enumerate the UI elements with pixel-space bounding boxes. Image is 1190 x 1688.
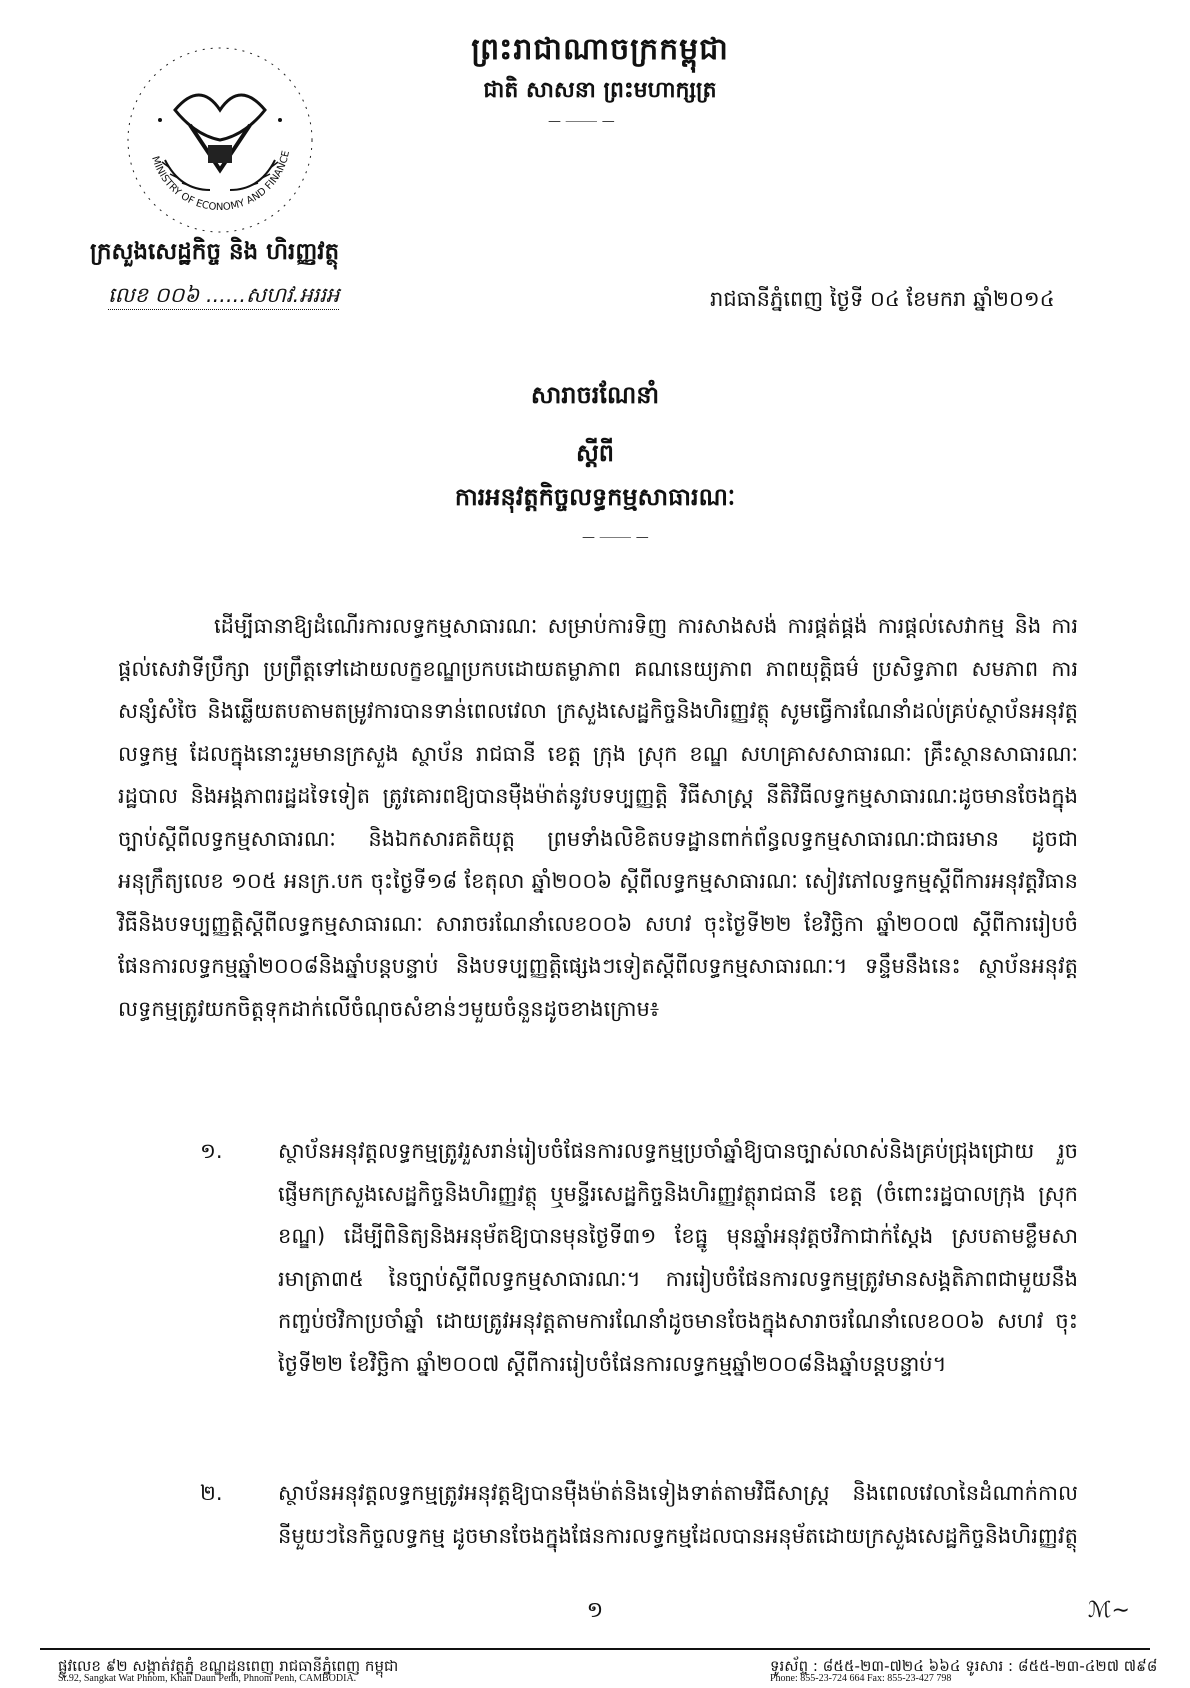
footer-address-khmer: ផ្លូវលេខ ៩២ សង្កាត់វត្តភ្នំ ខណ្ឌដូនពេញ រាជធានីភ្នំពេញ កម្ពុជា [58,1657,399,1675]
header-ornament: — ⸻ — [548,114,615,129]
document-subject: ការអនុវត្តកិច្ចលទ្ធកម្មសាធារណៈ [454,483,736,511]
list-item-number: ២. [200,1481,223,1505]
letter-number [108,282,339,313]
place-and-date: រាជធានីភ្នំពេញ ថ្ងៃទី ០៤ ខែមករា ឆ្នាំ២០១៤ [710,287,1055,311]
page-number: ១ [586,1598,604,1623]
kingdom-heading: ព្រះរាជាណាចក្រកម្ពុជា [471,32,729,67]
footer-divider [40,1648,1150,1650]
intro-paragraph: ដើម្បីធានាឱ្យដំណើរការលទ្ធកម្មសាធារណៈ សម្រាប់ការទិញ ការសាងសង់ ការផ្គត់ផ្គង់ ការផ្តល់សេវាកម្ម និង ការផ្តល់សេវាទីប្រឹក្សា ប្រព្រឹត្តទៅដោយលក្ខខណ្ឌប្រកបដោយតម្លាភាព គណនេយ្យភាព ភាពយុត្តិធម៌ ប្រសិទ្ធភាព សមភាព ការសន្សំសំចៃ និងឆ្លើយតបតាមតម្រូវការបានទាន់ពេលវេលា ក្រសួងសេដ្ឋកិច្ចនិងហិរញ្ញវត្ថុ សូមធ្វើការណែនាំដល់គ្រប់ស្ថាប័នអនុវត្តលទ្ធកម្ម ដែលក្នុងនោះរួមមានក្រសួង ស្ថាប័ន រាជធានី ខេត្ត ក្រុង ស្រុក ខណ្ឌ សហគ្រាសសាធារណៈ គ្រឹះស្ថានសាធារណៈរដ្ឋបាល និងអង្គភាពរដ្ឋដទៃទៀត ត្រូវគោរពឱ្យបានម៉ឺងម៉ាត់នូវបទប្បញ្ញត្តិ វិធីសាស្ត្រ នីតិវិធីលទ្ធកម្មសាធារណៈដូចមានចែងក្នុងច្បាប់ស្តីពីលទ្ធកម្មសាធារណៈ និងឯកសារគតិយុត្ត ព្រមទាំងលិខិតបទដ្ឋានពាក់ព័ន្ធលទ្ធកម្មសាធារណៈជាធរមាន ដូចជាអនុក្រឹត្យលេខ ១០៥ អនក្រ.បក ចុះថ្ងៃទី១៨ ខែតុលា ឆ្នាំ២០០៦ ស្តីពីលទ្ធកម្មសាធារណៈ សៀវភៅលទ្ធកម្មស្តីពីការអនុវត្តវិធានវិធីនិងបទប្បញ្ញត្តិស្តីពីលទ្ធកម្មសាធារណៈ សារាចរណែនាំលេខ០០៦ សហវ ចុះថ្ងៃទី២២ ខែវិច្ឆិកា ឆ្នាំ២០០៧ ស្តីពីការរៀបចំផែនការលទ្ធកម្មឆ្នាំ២០០៨និងឆ្នាំបន្តបន្ទាប់ និងបទប្បញ្ញត្តិផ្សេងៗទៀតស្តីពីលទ្ធកម្មសាធារណៈ។ ទន្ទឹមនឹងនេះ ស្ថាប័នអនុវត្តលទ្ធកម្មត្រូវយកចិត្តទុកដាក់លើចំណុចសំខាន់ៗមួយចំនួនដូចខាងក្រោម៖ [118,614,1078,1021]
ministry-name: ក្រសួងសេដ្ឋកិច្ច និង ហិរញ្ញវត្ថុ [90,239,340,265]
list-item-number: ១. [200,1139,223,1163]
document-title-about: ស្តីពី [575,439,615,467]
list-item [118,1472,1078,1562]
national-motto: ជាតិ សាសនា ព្រះមហាក្សត្រ [483,78,717,103]
seal-arc-text: MINISTRY OF ECONOMY AND FINANCE [149,149,293,214]
signature-initials: ℳ∼ [1088,1598,1130,1623]
list-item [118,1130,1078,1470]
document-title: សារាចរណែនាំ [530,381,660,409]
list-item-text: ស្ថាប័នអនុវត្តលទ្ធកម្មត្រូវអនុវត្តឱ្យបានម៉ឺងម៉ាត់និងទៀងទាត់តាមវិធីសាស្ត្រ និងពេលវេលានៃដំណាក់កាលនីមួយៗនៃកិច្ចលទ្ធកម្ម ដូចមានចែងក្នុងផែនការលទ្ធកម្មដែលបានអនុម័តដោយក្រសួងសេដ្ឋកិច្ចនិងហិរញ្ញវត្ថុ [278,1481,1078,1548]
letter-number-text: លេខ ០០៦ ......សហវ.អររអ [108,283,339,310]
title-ornament: — ⸻ — [582,530,649,545]
ministry-seal-logo [120,40,320,240]
list-item-text: ស្ថាប័នអនុវត្តលទ្ធកម្មត្រូវរួសរាន់រៀបចំផែនការលទ្ធកម្មប្រចាំឆ្នាំឱ្យបានច្បាស់លាស់និងគ្រប់ជ្រុងជ្រោយ រួចផ្ញើមកក្រសួងសេដ្ឋកិច្ចនិងហិរញ្ញវត្ថុ ឬមន្ទីរសេដ្ឋកិច្ចនិងហិរញ្ញវត្ថុរាជធានី ខេត្ត (ចំពោះរដ្ឋបាលក្រុង ស្រុក ខណ្ឌ) ដើម្បីពិនិត្យនិងអនុម័តឱ្យបានមុនថ្ងៃទី៣១ ខែធ្នូ មុនឆ្នាំអនុវត្តថវិកាជាក់ស្តែង ស្របតាមខ្លឹមសារមាត្រា៣៥ នៃច្បាប់ស្តីពីលទ្ធកម្មសាធារណៈ។ ការរៀបចំផែនការលទ្ធកម្មត្រូវមានសង្គតិភាពជាមួយនឹងកញ្ចប់ថវិកាប្រចាំឆ្នាំ ដោយត្រូវអនុវត្តតាមការណែនាំដូចមានចែងក្នុងសារាចរណែនាំលេខ០០៦ សហវ ចុះថ្ងៃទី២២ ខែវិច្ឆិកា ឆ្នាំ២០០៧ ស្តីពីការរៀបចំផែនការលទ្ធកម្មឆ្នាំ២០០៨និងឆ្នាំបន្តបន្ទាប់។ [278,1139,1078,1376]
footer-contact-english: Phone: 855-23-724 664 Fax: 855-23-427 798 [770,1673,952,1684]
footer-address-english: St.92, Sangkat Wat Phnom, Khan Daun Penh, Phnom Penh, CAMBODIA. [58,1673,357,1684]
footer-contact-khmer: ទូរស័ព្ទ : ៨៥៥-២៣-៧២៤ ៦៦៤ ទូរសារ : ៨៥៥-២៣-៤២៧ ៧៩៨ [770,1657,1158,1675]
